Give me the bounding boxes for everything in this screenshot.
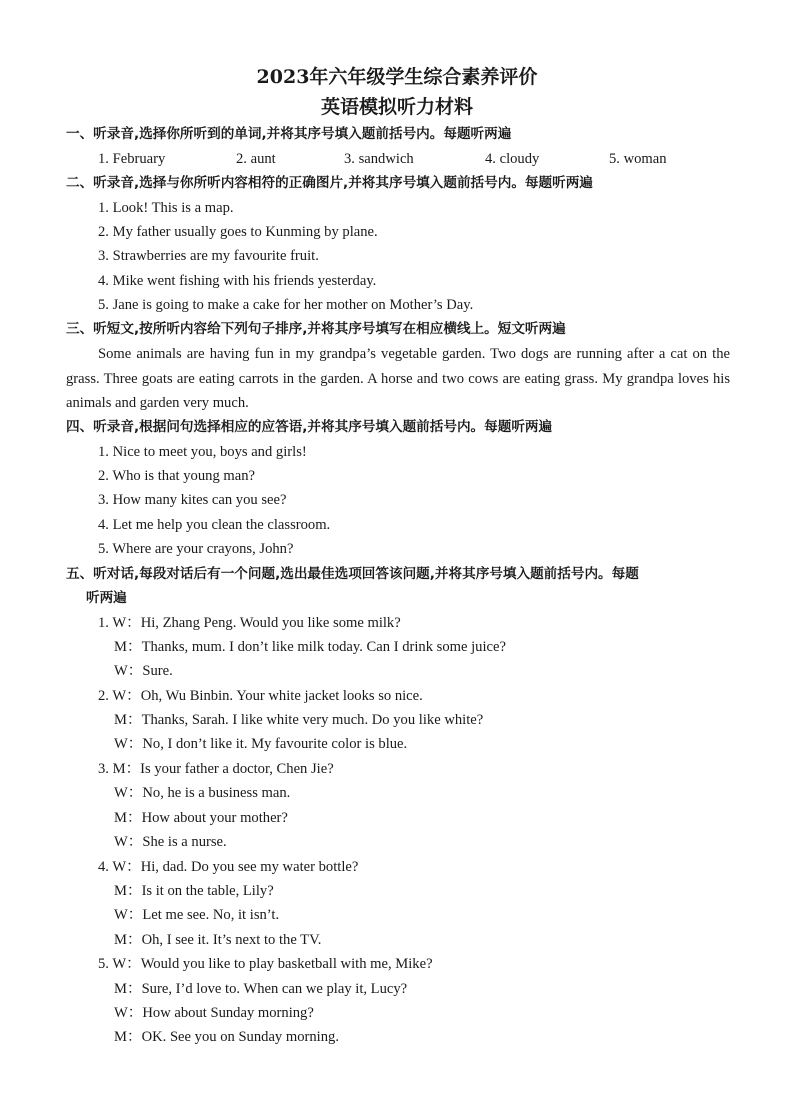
dialogue-line: M：OK. See you on Sunday morning. xyxy=(114,1029,339,1045)
list-item: 2. Who is that young man? xyxy=(98,468,255,484)
word-item: 5. woman xyxy=(609,151,667,167)
dialogue-line: M：Oh, I see it. It’s next to the TV. xyxy=(114,932,322,948)
list-item: 4. Mike went fishing with his friends yesterday. xyxy=(98,273,377,289)
dialogue-line: M：Is it on the table, Lily? xyxy=(114,883,274,899)
dialogue-line: W：Let me see. No, it isn’t. xyxy=(114,907,280,923)
dialogue-line: W：Sure. xyxy=(114,663,173,679)
list-item: 2. My father usually goes to Kunming by plane. xyxy=(98,224,378,240)
dialogue-line: W：No, I don’t like it. My favourite color is blue. xyxy=(114,736,408,752)
list-item: 1. Nice to meet you, boys and girls! xyxy=(98,444,307,460)
passage-paragraph: Some animals are having fun in my grandpa’s vegetable garden. Two dogs are running after a cat on the grass. Three goats are eating carrots in the garden. A horse and two cows are eating grass. My grandpa loves his animals and garden very much. xyxy=(66,346,730,411)
list-item: 5. Where are your crayons, John? xyxy=(98,541,294,557)
word-item: 1. February xyxy=(98,151,166,167)
section-1-heading: 一、听录音,选择你所听到的单词,并将其序号填入题前括号内。每题听两遍 xyxy=(66,126,512,142)
word-item: 3. sandwich xyxy=(344,151,414,167)
section-3-heading: 三、听短文,按所听内容给下列句子排序,并将其序号填写在相应横线上。短文听两遍 xyxy=(66,321,566,337)
list-item: 5. Jane is going to make a cake for her mother on Mother’s Day. xyxy=(98,297,474,313)
dialogue-line: 2. W：Oh, Wu Binbin. Your white jacket looks so nice. xyxy=(98,688,423,704)
dialogue-line: M：Thanks, mum. I don’t like milk today. Can I drink some juice? xyxy=(114,639,506,655)
dialogue-line: W：How about Sunday morning? xyxy=(114,1005,314,1021)
list-item: 1. Look! This is a map. xyxy=(98,200,234,216)
section-2-heading: 二、听录音,选择与你所听内容相符的正确图片,并将其序号填入题前括号内。每题听两遍 xyxy=(66,175,593,191)
document-subtitle: 英语模拟听力材料 xyxy=(320,96,473,118)
dialogue-line: 3. M：Is your father a doctor, Chen Jie? xyxy=(98,761,334,777)
dialogue-line: M：Thanks, Sarah. I like white very much. Do you like white? xyxy=(114,712,484,728)
dialogue-line: 5. W：Would you like to play basketball with me, Mike? xyxy=(98,956,433,972)
section-4-heading: 四、听录音,根据问句选择相应的应答语,并将其序号填入题前括号内。每题听两遍 xyxy=(66,419,553,435)
dialogue-line: 4. W：Hi, dad. Do you see my water bottle? xyxy=(98,859,359,875)
section-5-heading-cont: 听两遍 xyxy=(86,590,127,606)
dialogue-line: M：How about your mother? xyxy=(114,810,288,826)
word-item: 2. aunt xyxy=(236,151,276,167)
list-item: 3. Strawberries are my favourite fruit. xyxy=(98,248,319,264)
list-item: 3. How many kites can you see? xyxy=(98,492,287,508)
list-item: 4. Let me help you clean the classroom. xyxy=(98,517,331,533)
word-item: 4. cloudy xyxy=(485,151,540,167)
section-5-heading: 五、听对话,每段对话后有一个问题,选出最佳选项回答该问题,并将其序号填入题前括号内。每题 xyxy=(66,566,639,582)
dialogue-line: W：No, he is a business man. xyxy=(114,785,291,801)
document-title: 2023年六年级学生综合素养评价 xyxy=(256,66,538,88)
dialogue-line: W：She is a nurse. xyxy=(114,834,227,850)
dialogue-line: 1. W：Hi, Zhang Peng. Would you like some milk? xyxy=(98,615,401,631)
dialogue-line: M：Sure, I’d love to. When can we play it, Lucy? xyxy=(114,981,408,997)
